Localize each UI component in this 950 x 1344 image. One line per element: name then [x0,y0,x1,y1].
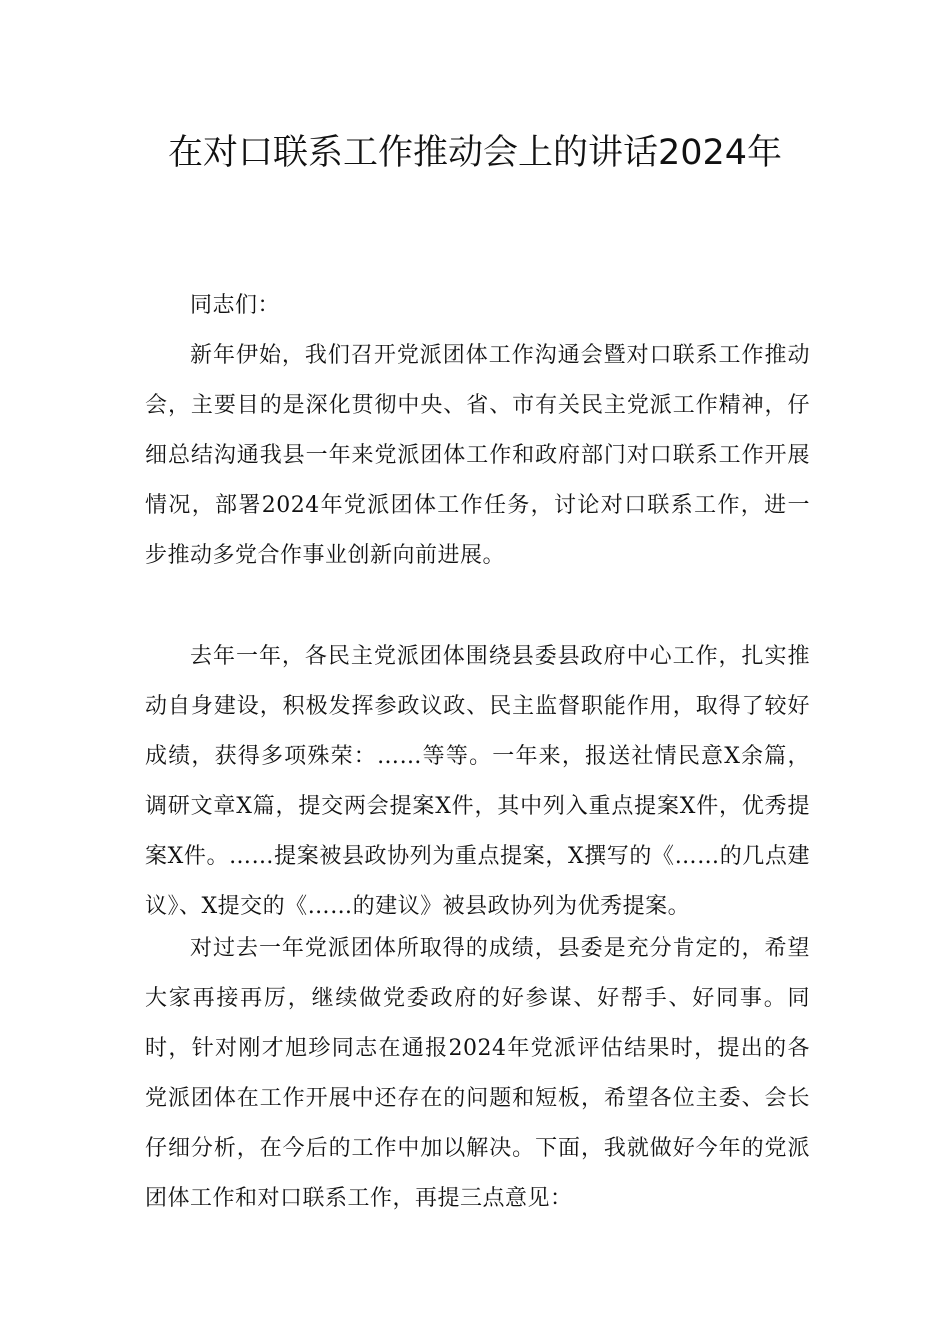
paragraph-1: 新年伊始，我们召开党派团体工作沟通会暨对口联系工作推动会，主要目的是深化贯彻中央、省、市有关民主党派工作精神，仔细总结沟通我县一年来党派团体工作和政府部门对口联系工作开展情况，部署2024年党派团体工作任务，讨论对口联系工作，进一步推动多党合作事业创新向前进展。 [145,343,810,568]
paragraph-3: 对过去一年党派团体所取得的成绩，县委是充分肯定的，希望大家再接再厉，继续做党委政府的好参谋、好帮手、好同事。同时，针对刚才旭珍同志在通报2024年党派评估结果时，提出的各党派团体在工作开展中还存在的问题和短板，希望各位主委、会长仔细分析，在今后的工作中加以解决。下面，我就做好今年的党派团体工作和对口联系工作，再提三点意见： [145,936,810,1211]
paragraph-2: 去年一年，各民主党派团体围绕县委县政府中心工作，扎实推动自身建设，积极发挥参政议政、民主监督职能作用，取得了较好成绩，获得多项殊荣：……等等。一年来，报送社情民意X余篇，调研文章X篇，提交两会提案X件，其中列入重点提案X件，优秀提案X件。……提案被县政协列为重点提案，X撰写的《……的几点建议》、X提交的《……的建议》被县政协列为优秀提案。 [145,644,810,919]
document-title: 在对口联系工作推动会上的讲话2024年 [167,133,783,173]
salutation: 同志们： [190,293,281,318]
